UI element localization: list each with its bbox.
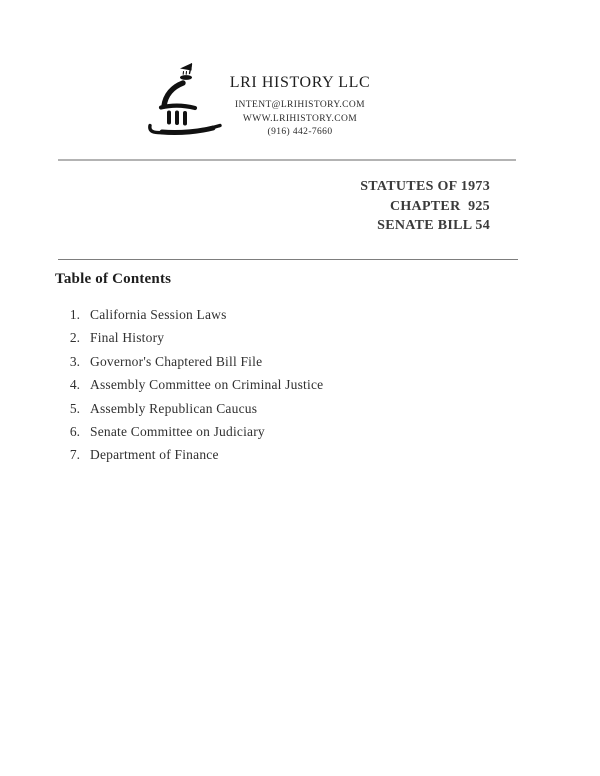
horizontal-rule-top — [58, 159, 516, 161]
statute-line-chapter: CHAPTER 925 — [389, 198, 490, 214]
toc-item-label: Senate Committee on Judiciary — [90, 423, 265, 439]
toc-item-label: Assembly Committee on Criminal Justice — [90, 377, 324, 393]
toc-item — [0, 397, 600, 420]
toc-item-number: 2. — [69, 330, 80, 346]
horizontal-rule-bottom — [58, 259, 518, 260]
letterhead-phone: (916) 442-7660 — [267, 127, 333, 137]
toc-item — [0, 350, 600, 373]
toc-item-number: 1. — [69, 307, 80, 322]
toc-item-number: 5. — [69, 400, 80, 416]
statute-line-statutes: STATUTES OF 1973 — [360, 179, 490, 194]
letterhead-email: INTENT@LRIHISTORY.COM — [234, 100, 365, 110]
toc-item — [0, 443, 600, 466]
toc-item — [0, 303, 600, 326]
toc-list — [0, 303, 600, 467]
toc-item — [0, 326, 600, 349]
toc-heading: Table of Contents — [55, 271, 172, 287]
toc-item-label: California Session Laws — [90, 307, 227, 322]
toc-item-label: Department of Finance — [90, 447, 219, 463]
toc-item-label: Assembly Republican Caucus — [90, 400, 258, 416]
toc-item-label: Governor's Chaptered Bill File — [90, 353, 263, 369]
toc-item-number: 6. — [69, 423, 80, 439]
toc-item — [0, 420, 600, 443]
letterhead — [185, 72, 415, 140]
letterhead-website: WWW.LRIHISTORY.COM — [242, 113, 358, 124]
toc-item — [0, 373, 600, 396]
toc-item-number: 4. — [69, 377, 80, 393]
statute-line-senate-bill: SENATE BILL 54 — [377, 218, 490, 233]
toc-item-number: 3. — [69, 353, 80, 369]
company-name: LRI HISTORY LLC — [229, 74, 371, 91]
toc-item-label: Final History — [90, 330, 165, 346]
toc-item-number: 7. — [69, 447, 80, 463]
statute-reference — [360, 177, 490, 236]
